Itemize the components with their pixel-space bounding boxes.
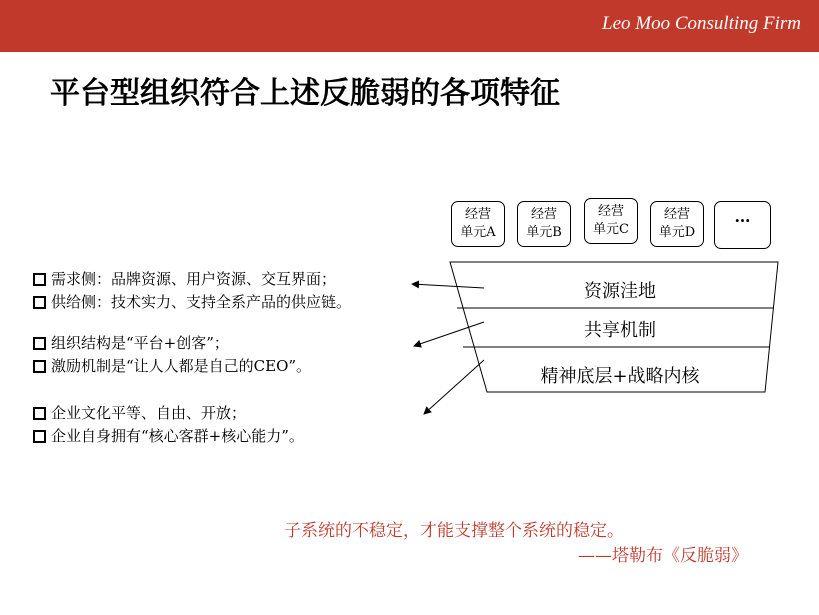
quote-text: 子系统的不稳定，才能支撑整个系统的稳定。 xyxy=(284,521,624,541)
bullet-text: 需求侧：品牌资源、用户资源、交互界面； xyxy=(51,270,337,288)
unit-label: 单元D xyxy=(658,225,696,240)
arrow-to-culture xyxy=(424,360,484,414)
business-unit-more xyxy=(714,201,771,249)
business-unit-a xyxy=(451,201,505,247)
funnel-layer-resources: 资源洼地 xyxy=(584,281,656,302)
business-unit-d xyxy=(650,201,704,247)
quote-attribution: ——塔勒布《反脆弱》 xyxy=(578,546,748,566)
unit-label: 经营 xyxy=(464,207,491,222)
bullet-text: 供给侧：技术实力、支持全系产品的供应链。 xyxy=(51,293,352,311)
bullet-text: 企业自身拥有“核心客群+核心能力”。 xyxy=(51,427,304,445)
business-unit-b xyxy=(517,201,571,247)
unit-label: 经营 xyxy=(530,207,557,222)
bullet-text: 企业文化平等、自由、开放； xyxy=(51,404,247,422)
unit-label: 单元B xyxy=(526,225,562,240)
bullet-text: 激励机制是“让人人都是自己的CEO”。 xyxy=(51,357,312,375)
unit-label: 经营 xyxy=(663,207,690,222)
firm-name: Leo Moo Consulting Firm xyxy=(602,13,801,34)
business-unit-c xyxy=(584,198,638,244)
unit-label: 单元A xyxy=(460,225,496,240)
page-title: 平台型组织符合上述反脆弱的各项特征 xyxy=(50,76,560,111)
bullet-text: 组织结构是“平台+创客”； xyxy=(51,334,229,352)
funnel-layer-sharing: 共享机制 xyxy=(584,320,656,341)
funnel-layer-core: 精神底层+战略内核 xyxy=(540,366,700,387)
unit-ellipsis: … xyxy=(734,207,751,226)
unit-label: 单元C xyxy=(593,222,629,237)
unit-label: 经营 xyxy=(597,204,624,219)
